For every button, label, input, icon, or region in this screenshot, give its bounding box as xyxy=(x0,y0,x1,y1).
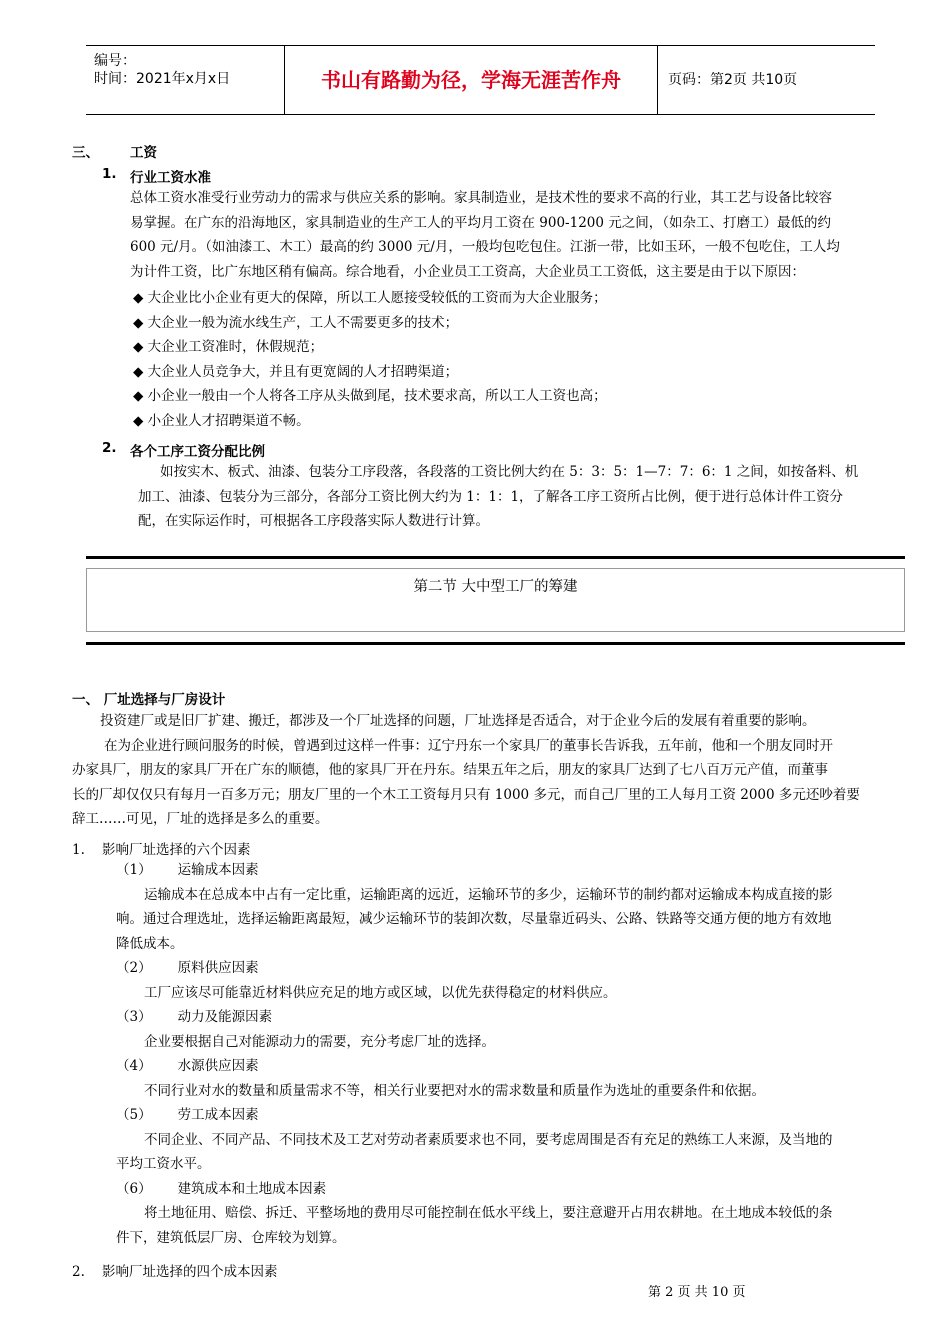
factor-heading xyxy=(116,1103,891,1128)
section-number: 三、 xyxy=(72,145,99,161)
factor-heading xyxy=(116,1005,891,1030)
paragraph-line: 加工、油漆、包装分为三部分，各部分工资比例大约为 1：1：1，了解各工序工资所占比例，便于进行总体计件工资分 xyxy=(138,488,844,505)
paragraph-line: 如按实木、板式、油漆、包装分工序段落，各段落的工资比例大约在 5：3：5：1—7：7：6：1 之间，如按备料、机 xyxy=(160,464,859,480)
factor-heading xyxy=(116,1054,891,1079)
factor-title: 原料供应因素 xyxy=(177,960,259,976)
factor-title: 水源供应因素 xyxy=(177,1058,259,1074)
bullet-list xyxy=(133,286,893,433)
header-time: 时间：2021年x月x日 xyxy=(94,71,231,87)
paragraph-line: 易掌握。在广东的沿海地区，家具制造业的生产工人的平均月工资在 900-1200 元之间，（如杂工、打磨工）最低的约 xyxy=(130,214,832,231)
bullet-item: ◆ 大企业一般为流水线生产，工人不需要更多的技术； xyxy=(133,314,459,331)
paragraph-line: 平均工资水平。 xyxy=(116,1156,211,1172)
bullet-item: ◆ 大企业比小企业有更大的保障，所以工人愿接受较低的工资而为大企业服务； xyxy=(133,290,607,306)
paragraph-line: 不同行业对水的数量和质量需求不等，相关行业要把对水的需求数量和质量作为选址的重要条件和依据。 xyxy=(144,1082,765,1099)
page-header xyxy=(86,45,875,115)
header-info-cell xyxy=(86,46,285,114)
paragraph-line: 不同企业、不同产品、不同技术及工艺对劳动者素质要求也不同，要考虑周围是否有充足的熟练工人来源，及当地的 xyxy=(144,1131,833,1148)
paragraph-line: 600 元/月。（如油漆工、木工）最高的约 3000 元/月，一般均包吃包住。江浙一带，比如玉环，一般不包吃住，工人均 xyxy=(130,239,840,255)
factor-number: （3） xyxy=(116,1009,152,1025)
factor-title: 运输成本因素 xyxy=(177,862,259,878)
subsection-heading: 各个工序工资分配比例 xyxy=(130,444,265,460)
section-title-box xyxy=(86,568,905,632)
list-heading: 2. 影响厂址选择的四个成本因素 xyxy=(72,1264,278,1280)
factor-item xyxy=(116,1054,891,1103)
divider-line xyxy=(86,642,905,645)
subsection-number: 1. xyxy=(102,166,117,182)
subsection-heading: 行业工资水准 xyxy=(130,170,211,186)
bullet-item: ◆ 小企业一般由一个人将各工序从头做到尾，技术要求高，所以工人工资也高； xyxy=(133,388,607,404)
paragraph-line: 件下，建筑低层厂房、仓库较为划算。 xyxy=(116,1229,346,1246)
factor-number: （1） xyxy=(116,862,152,878)
factor-title: 劳工成本因素 xyxy=(177,1107,259,1123)
page-footer: 第 2 页 共 10 页 xyxy=(648,1285,746,1300)
intro-paragraph xyxy=(72,709,892,832)
paragraph-line: 在为企业进行顾问服务的时候，曾遇到过这样一件事：辽宁丹东一个家具厂的董事长告诉我，五年前，他和一个朋友同时开 xyxy=(104,737,833,754)
wage-level-paragraph xyxy=(130,186,890,284)
factor-number: （5） xyxy=(116,1107,152,1123)
paragraph-line: 响。通过合理选址，选择运输距离最短，减少运输环节的装卸次数，尽量靠近码头、公路、铁路等交通方便的地方有效地 xyxy=(116,911,832,927)
factor-title: 建筑成本和土地成本因素 xyxy=(177,1180,327,1197)
paragraph-line: 运输成本在总成本中占有一定比重，运输距离的远近，运输环节的多少，运输环节的制约都对运输成本构成直接的影 xyxy=(144,886,833,903)
bullet-item: ◆ 大企业工资准时，休假规范； xyxy=(133,339,324,355)
divider-line xyxy=(86,556,905,559)
header-page-number: 页码：第2页 共10页 xyxy=(668,72,798,88)
factor-heading xyxy=(116,1177,891,1202)
header-motto: 书山有路勤为径，学海无涯苦作舟 xyxy=(285,46,658,114)
bullet-item: ◆ 大企业人员竞争大，并且有更宽阔的人才招聘渠道； xyxy=(133,363,459,380)
factor-title: 动力及能源因素 xyxy=(177,1009,273,1025)
factor-item xyxy=(116,1103,891,1177)
part-heading: 一、 厂址选择与厂房设计 xyxy=(72,692,226,708)
factor-item xyxy=(116,1005,891,1054)
header-number: 编号： xyxy=(94,53,136,69)
factor-heading xyxy=(116,858,891,883)
factor-heading xyxy=(116,956,891,981)
factor-number: （6） xyxy=(116,1180,152,1197)
section-title: 第二节 大中型工厂的筹建 xyxy=(413,579,578,595)
paragraph-line: 降低成本。 xyxy=(116,935,184,952)
subsection-number: 2. xyxy=(102,440,117,456)
paragraph-line: 辞工……可见，厂址的选择是多么的重要。 xyxy=(72,811,329,827)
paragraph-line: 将土地征用、赔偿、拆迁、平整场地的费用尽可能控制在低水平线上，要注意避开占用农耕地。在土地成本较低的条 xyxy=(144,1205,833,1221)
factor-number: （4） xyxy=(116,1058,152,1074)
paragraph-line: 工厂应该尽可能靠近材料供应充足的地方或区域，以优先获得稳定的材料供应。 xyxy=(144,984,617,1001)
paragraph-line: 企业要根据自己对能源动力的需要，充分考虑厂址的选择。 xyxy=(144,1033,495,1050)
paragraph-line: 配，在实际运作时，可根据各工序段落实际人数进行计算。 xyxy=(138,513,489,529)
section-heading: 工资 xyxy=(130,145,157,161)
paragraph-line: 长的厂却仅仅只有每月一百多万元；朋友厂里的一个木工工资每月只有 1000 多元，而自己厂里的工人每月工资 2000 多元还吵着要 xyxy=(72,786,860,803)
paragraph-line: 总体工资水准受行业劳动力的需求与供应关系的影响。家具制造业，是技术性的要求不高的行业，其工艺与设备比较容 xyxy=(130,190,832,206)
wage-ratio-paragraph xyxy=(138,460,898,534)
paragraph-line: 投资建厂或是旧厂扩建、搬迁，都涉及一个厂址选择的问题，厂址选择是否适合，对于企业今后的发展有着重要的影响。 xyxy=(100,713,816,729)
factor-item xyxy=(116,858,891,956)
factor-number: （2） xyxy=(116,960,152,976)
list-heading: 1. 影响厂址选择的六个因素 xyxy=(72,842,251,858)
paragraph-line: 办家具厂，朋友的家具厂开在广东的顺德，他的家具厂开在丹东。结果五年之后，朋友的家具厂达到了七八百万元产值，而董事 xyxy=(72,762,828,778)
bullet-item: ◆ 小企业人才招聘渠道不畅。 xyxy=(133,412,310,429)
factor-list xyxy=(116,858,891,1250)
paragraph-line: 为计件工资，比广东地区稍有偏高。综合地看，小企业员工工资高，大企业员工工资低，这主要是由于以下原因： xyxy=(130,263,805,280)
factor-item xyxy=(116,956,891,1005)
factor-item xyxy=(116,1177,891,1251)
